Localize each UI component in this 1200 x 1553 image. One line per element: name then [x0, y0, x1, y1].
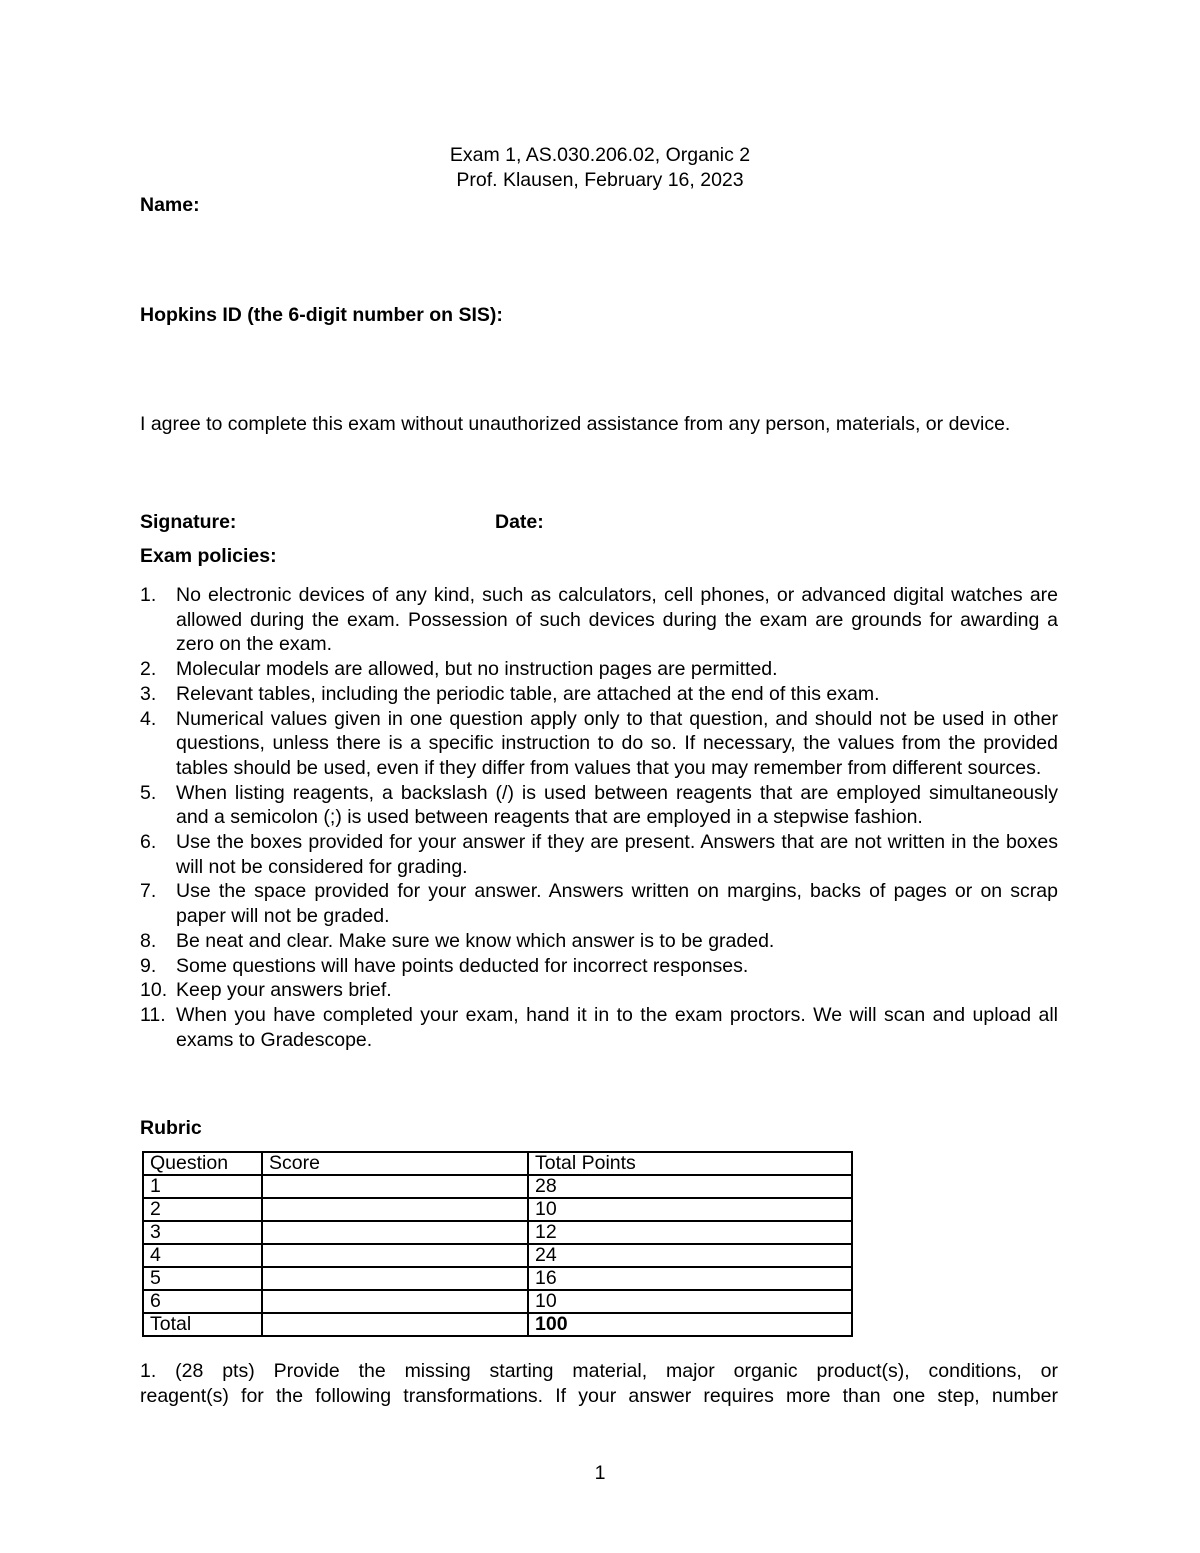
policy-number: 10.	[140, 979, 168, 1002]
question-cell: 3	[143, 1221, 262, 1244]
column-header: Score	[262, 1152, 528, 1175]
policy-item	[140, 657, 1058, 682]
table-row	[143, 1198, 852, 1221]
question-cell: 6	[143, 1290, 262, 1313]
policy-number: 9.	[140, 954, 157, 977]
score-cell	[262, 1244, 528, 1267]
policy-item	[140, 1003, 1058, 1052]
total-points-cell: 10	[528, 1198, 852, 1221]
rubric-heading: Rubric	[140, 1117, 202, 1139]
policy-number: 11.	[140, 1003, 166, 1026]
table-row	[143, 1313, 852, 1336]
policy-text: Some questions will have points deducted for incorrect responses.	[176, 954, 749, 977]
exam-title: Exam 1, AS.030.206.02, Organic 2	[449, 144, 751, 166]
question-1-text-line2: reagent(s) for the following transformations. If your answer requires more than one step, number	[140, 1385, 1058, 1407]
table-row	[143, 1175, 852, 1198]
total-points-cell: 16	[528, 1267, 852, 1290]
policy-item	[140, 879, 1058, 928]
rubric-table	[142, 1151, 853, 1337]
policy-item	[140, 929, 1058, 954]
policy-number: 2.	[140, 658, 157, 681]
table-row	[143, 1267, 852, 1290]
policy-item	[140, 707, 1058, 781]
policy-number: 4.	[140, 707, 157, 730]
question-cell: 5	[143, 1267, 262, 1290]
policy-text: Numerical values given in one question apply only to that question, and should not be used in other questions, unless there is a specific instruction to do so. If necessary, the values from the provided tables should be used, even if they differ from values that you may remember from different sources.	[176, 707, 1058, 779]
policy-number: 8.	[140, 929, 157, 952]
table-row	[143, 1244, 852, 1267]
policy-item	[140, 978, 1058, 1003]
policy-text: Be neat and clear. Make sure we know which answer is to be graded.	[176, 929, 775, 952]
question-cell: 2	[143, 1198, 262, 1221]
score-cell	[262, 1267, 528, 1290]
policy-text: Keep your answers brief.	[176, 979, 392, 1002]
policy-text: Molecular models are allowed, but no instruction pages are permitted.	[176, 658, 778, 681]
policy-number: 1.	[140, 584, 157, 606]
score-cell	[262, 1198, 528, 1221]
total-points-cell: 28	[528, 1175, 852, 1198]
column-header: Question	[143, 1152, 262, 1175]
policy-number: 6.	[140, 831, 157, 854]
policies-list	[140, 583, 1058, 1052]
exam-subtitle: Prof. Klausen, February 16, 2023	[456, 169, 744, 191]
score-cell	[262, 1313, 528, 1336]
policy-text: When listing reagents, a backslash (/) is used between reagents that are employed simultaneously and a semicolon (;) is used between reagents that are employed in a stepwise fashion.	[176, 781, 1058, 829]
policy-text: No electronic devices of any kind, such as calculators, cell phones, or advanced digital watches are allowed during the exam. Possession of such devices during the exam are grounds for awarding a zero on the exam.	[176, 584, 1058, 656]
name-label: Name:	[140, 194, 200, 216]
date-label: Date:	[495, 511, 544, 533]
total-points-cell: 12	[528, 1221, 852, 1244]
signature-label: Signature:	[140, 511, 237, 533]
policy-number: 3.	[140, 682, 157, 705]
hopkins-id-label: Hopkins ID (the 6-digit number on SIS):	[140, 304, 503, 326]
column-header: Total Points	[528, 1152, 852, 1175]
policy-number: 5.	[140, 781, 157, 804]
policy-item	[140, 682, 1058, 707]
policy-text: Relevant tables, including the periodic table, are attached at the end of this exam.	[176, 682, 880, 705]
policy-item	[140, 954, 1058, 979]
policy-text: Use the boxes provided for your answer if they are present. Answers that are not written in the boxes will not be considered for grading.	[176, 831, 1058, 878]
score-cell	[262, 1221, 528, 1244]
total-points-cell: 100	[528, 1313, 852, 1336]
policy-number: 7.	[140, 880, 157, 903]
score-cell	[262, 1175, 528, 1198]
policy-text: When you have completed your exam, hand it in to the exam proctors. We will scan and upload all exams to Gradescope.	[176, 1003, 1058, 1051]
question-cell: 4	[143, 1244, 262, 1267]
policy-text: Use the space provided for your answer. Answers written on margins, backs of pages or on scrap paper will not be graded.	[176, 880, 1058, 928]
question-cell: 1	[143, 1175, 262, 1198]
policies-heading: Exam policies:	[140, 545, 277, 567]
question-1-text-line1: 1. (28 pts) Provide the missing starting material, major organic product(s), conditions, or	[140, 1360, 1058, 1382]
score-cell	[262, 1290, 528, 1313]
policy-item	[140, 781, 1058, 830]
question-cell: Total	[143, 1313, 262, 1336]
table-row	[143, 1290, 852, 1313]
policy-item	[140, 830, 1058, 879]
table-header-row	[143, 1152, 852, 1175]
table-row	[143, 1221, 852, 1244]
agreement-statement: I agree to complete this exam without unauthorized assistance from any person, materials, or device.	[140, 413, 1011, 435]
total-points-cell: 10	[528, 1290, 852, 1313]
total-points-cell: 24	[528, 1244, 852, 1267]
page-number: 1	[594, 1462, 606, 1484]
policy-item	[140, 583, 1058, 657]
